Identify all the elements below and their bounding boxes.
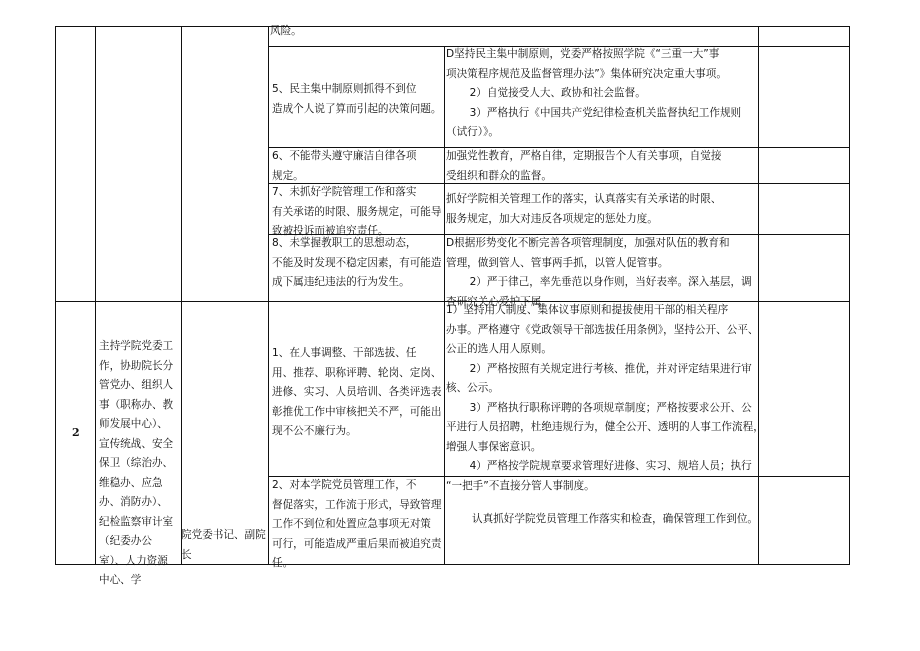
col-divider xyxy=(181,26,182,565)
risk-point-8: 8、未掌握教职工的思想动态， 不能及时发现不稳定因素，有可能造 成下属违纪违法的行为发生。 xyxy=(272,237,442,288)
prevention-measure-7: 抓好学院相关管理工作的落实，认真落实有关承诺的时限、 服务规定，加大对违反各项规定的惩处力度。 xyxy=(446,193,722,225)
prevention-measure-5: D坚持民主集中制原则，党委严格按照学院《“三重一大”事 项决策程序规范及监督管理办法”》集体研究决定重大事项。 2）自觉接受人大、政协和社会监督。 3）严格执行《中国共产党纪律检查机关监督执纪工作规则 （试行）》。 xyxy=(446,48,742,138)
risk-point-tail: 风险。 xyxy=(270,25,302,37)
risk-point-6: 6、不能带头遵守廉洁自律各项 规定。 xyxy=(272,150,417,182)
risk-point-1: 1、在人事调整、干部选拔、任 用、推荐、职称评聘、轮岗、定岗、 进修、实习、人员培训、各类评选表 彰推优工作中审核把关不严，可能出 现不公不廉行为。 xyxy=(272,347,442,437)
col-divider xyxy=(849,26,850,565)
row-index: 2 xyxy=(72,426,80,439)
prevention-measure-6: 加强党性教育，严格自律，定期报告个人有关事项，自觉接 受组织和群众的监督。 xyxy=(446,150,722,182)
risk-point-2: 2、对本学院党员管理工作，不 督促落实，工作流于形式，导致管理 工作不到位和处置应急事项无对策 可行，可能造成严重后果而被追究责 任。 xyxy=(272,479,442,569)
col-divider xyxy=(95,26,96,565)
table-border-top xyxy=(55,26,850,27)
position: 院党委书记、副院 长 xyxy=(181,529,266,561)
risk-point-5: 5、民主集中制原则抓得不到位 造成个人说了算而引起的决策问题。 xyxy=(272,83,442,115)
table-border-bottom xyxy=(55,564,850,565)
col-divider xyxy=(55,26,56,565)
risk-point-7: 7、未抓好学院管理工作和落实 有关承诺的时限、服务规定，可能导 致被投诉而被追究责任。 xyxy=(272,186,442,237)
duty-scope: 主持学院党委工 作，协助院长分 管党办、组织人 事（职称办、教 师发展中心）、 宣传统战、安全 保卫（综治办、 维稳办、应急 办、消防办）、 纪检监察审计室 （纪委办公 室）、人力资源 中心、学 xyxy=(99,340,174,586)
prevention-measure-1: 1）坚持用人制度、集体议事原则和提拔使用干部的相关程序 办事。严格遵守《党政领导干部选拔任用条例》，坚持公开、公平、 公正的选人用人原则。 2）严格按照有关规定进行考核、推优，并对评定结果进行审 核、公示。 3）严格执行职称评聘的各项规章制度；严格按要求公开、公 平进行人员招聘，杜绝违规行为，健全公开、透明的人事工作流程， 增强人事保密意识。 4）严格按学院规章要求管理好进修、实习、规培人员；执行 “一把手”不直接分管人事制度。 xyxy=(446,304,764,492)
prevention-measure-2: 认真抓好学院党员管理工作落实和检查，确保管理工作到位。 xyxy=(472,513,759,525)
col-divider xyxy=(268,26,269,565)
col-divider xyxy=(444,46,445,565)
prevention-measure-8: D根据形势变化不断完善各项管理制度，加强对队伍的教育和 管理，做到管人、管事两手抓，以管人促管事。 2）严于律己，率先垂范以身作则，当好表率。深入基层，调 查研究关心爱护下属。 xyxy=(446,237,752,308)
